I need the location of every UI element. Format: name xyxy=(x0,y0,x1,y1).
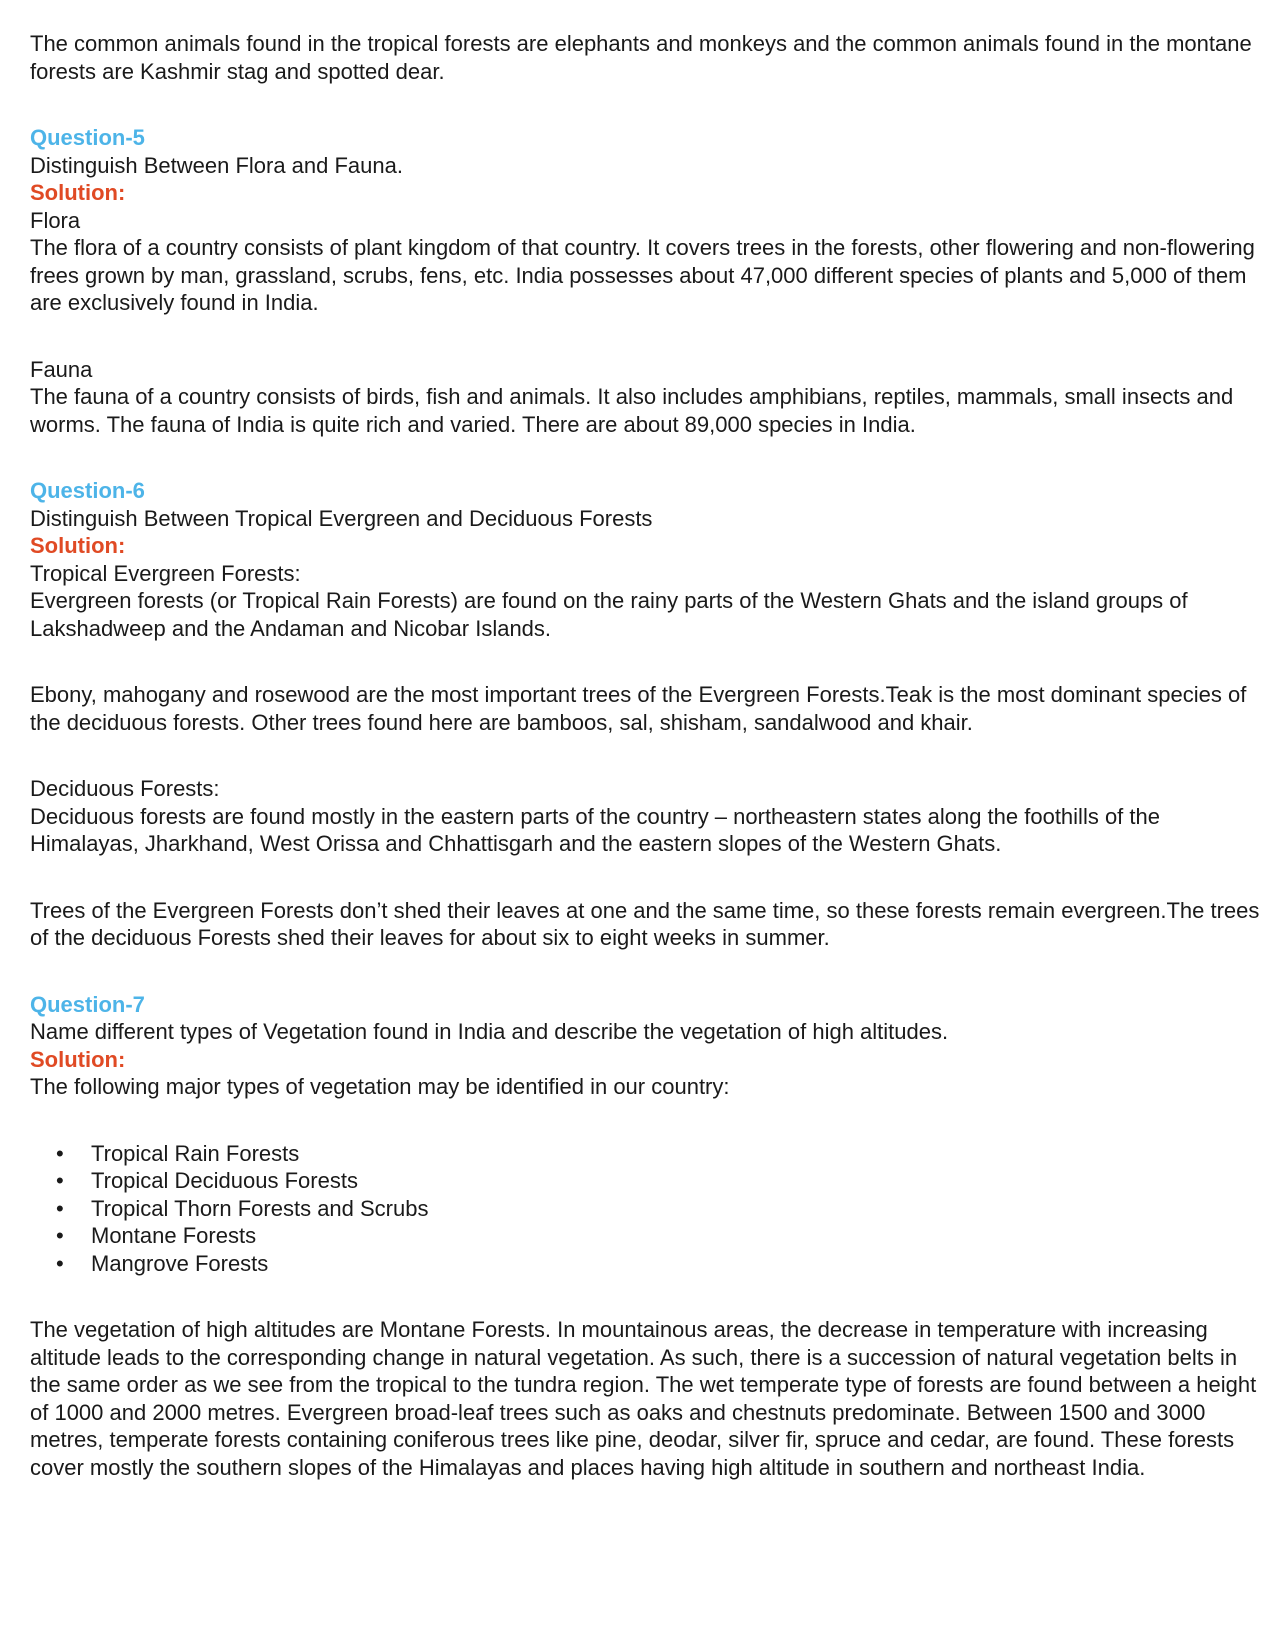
solution-heading: Solution: xyxy=(30,1046,126,1072)
question-text: Distinguish Between Tropical Evergreen and Deciduous Forests xyxy=(30,505,653,531)
question-heading: Question-5 xyxy=(30,125,145,150)
list-item xyxy=(30,1195,1260,1223)
list-item-text: Montane Forests xyxy=(91,1223,257,1248)
spacer xyxy=(30,642,1260,681)
conclusion-paragraph: The vegetation of high altitudes are Montane Forests. In mountainous areas, the decrease in temperature with increasing altitude leads to the corresponding change in natural vegetation. As such, there is a succession of natural vegetation belts in the same order as we see from the tropical to the tundra region. The wet temperate type of forests are found between a height of 1000 and 2000 metres. Evergreen broad-leaf trees such as oaks and chestnuts predominate. Between 1500 and 3000 metres, temperate forests containing coniferous trees like pine, deodar, silver fir, spruce and cedar, are found. These forests cover mostly the southern slopes of the Himalayas and places having high altitude in southern and northeast India. xyxy=(30,1317,1257,1480)
solution-heading: Solution: xyxy=(30,180,126,205)
list-item-text: Tropical Deciduous Forests xyxy=(91,1168,358,1193)
list-item xyxy=(30,1250,1260,1278)
spacer xyxy=(30,952,1260,991)
list-item-text: Mangrove Forests xyxy=(91,1250,269,1276)
flora-paragraph: The flora of a country consists of plant kingdom of that country. It covers trees in the forests, other flowering and non-flowering frees grown by man, grassland, scrubs, fens, etc. India possesses about 47,000 different species of plants and 5,000 of them are exclusively found in India. xyxy=(30,235,1255,315)
spacer xyxy=(30,438,1260,477)
list-item-text: Tropical Thorn Forests and Scrubs xyxy=(91,1195,429,1221)
spacer xyxy=(30,736,1260,775)
spacer xyxy=(30,858,1260,897)
list-item xyxy=(30,1222,1260,1250)
vegetation-list xyxy=(30,1140,1260,1278)
evergreen-heading: Tropical Evergreen Forests: xyxy=(30,560,301,586)
deciduous-paragraph: Deciduous forests are found mostly in the eastern parts of the country – northeastern states along the foothills of the Himalayas, Jharkhand, West Orissa and Chhattisgarh and the eastern slopes of the Western Ghats. xyxy=(30,803,1160,856)
question-7-section xyxy=(30,991,1260,1482)
fauna-paragraph: The fauna of a country consists of birds, fish and animals. It also includes amphibians, reptiles, mammals, small insects and worms. The fauna of India is quite rich and varied. There are about 89,000 species in India. xyxy=(30,384,1234,437)
spacer xyxy=(30,85,1260,124)
question-text: Distinguish Between Flora and Fauna. xyxy=(30,152,403,178)
trees-paragraph: Ebony, mahogany and rosewood are the most important trees of the Evergreen Forests.Teak is the most dominant species of the deciduous forests. Other trees found here are bamboos, sal, shisham, sandalwood and khair. xyxy=(30,682,1247,735)
spacer xyxy=(30,317,1260,356)
comparison-paragraph: Trees of the Evergreen Forests don’t shed their leaves at one and the same time, so these forests remain evergreen.The trees of the deciduous Forests shed their leaves for about six to eight weeks in summer. xyxy=(30,897,1260,950)
list-item-text: Tropical Rain Forests xyxy=(91,1140,300,1166)
question-heading: Question-6 xyxy=(30,478,145,503)
question-heading: Question-7 xyxy=(30,991,145,1017)
fauna-heading: Fauna xyxy=(30,356,93,382)
spacer xyxy=(30,1277,1260,1316)
list-item xyxy=(30,1167,1260,1195)
bullet-icon: • xyxy=(56,1168,64,1193)
evergreen-paragraph: Evergreen forests (or Tropical Rain Forests) are found on the rainy parts of the Western Ghats and the island groups of Lakshadweep and the Andaman and Nicobar Islands. xyxy=(30,588,1188,641)
list-item xyxy=(30,1140,1260,1168)
intro-paragraph: The common animals found in the tropical forests are elephants and monkeys and the common animals found in the montane forests are Kashmir stag and spotted dear. xyxy=(30,31,1252,84)
spacer xyxy=(30,1101,1260,1140)
bullet-icon: • xyxy=(56,1250,64,1276)
solution-heading: Solution: xyxy=(30,533,126,558)
bullet-icon: • xyxy=(56,1223,64,1248)
lead-paragraph: The following major types of vegetation may be identified in our country: xyxy=(30,1074,730,1099)
flora-heading: Flora xyxy=(30,207,81,233)
bullet-icon: • xyxy=(56,1195,64,1221)
question-5-section xyxy=(30,124,1260,438)
question-6-section xyxy=(30,477,1260,952)
document-page xyxy=(30,30,1260,1481)
deciduous-heading: Deciduous Forests: xyxy=(30,776,220,801)
question-text: Name different types of Vegetation found in India and describe the vegetation of high altitudes. xyxy=(30,1019,949,1044)
bullet-icon: • xyxy=(56,1140,64,1166)
